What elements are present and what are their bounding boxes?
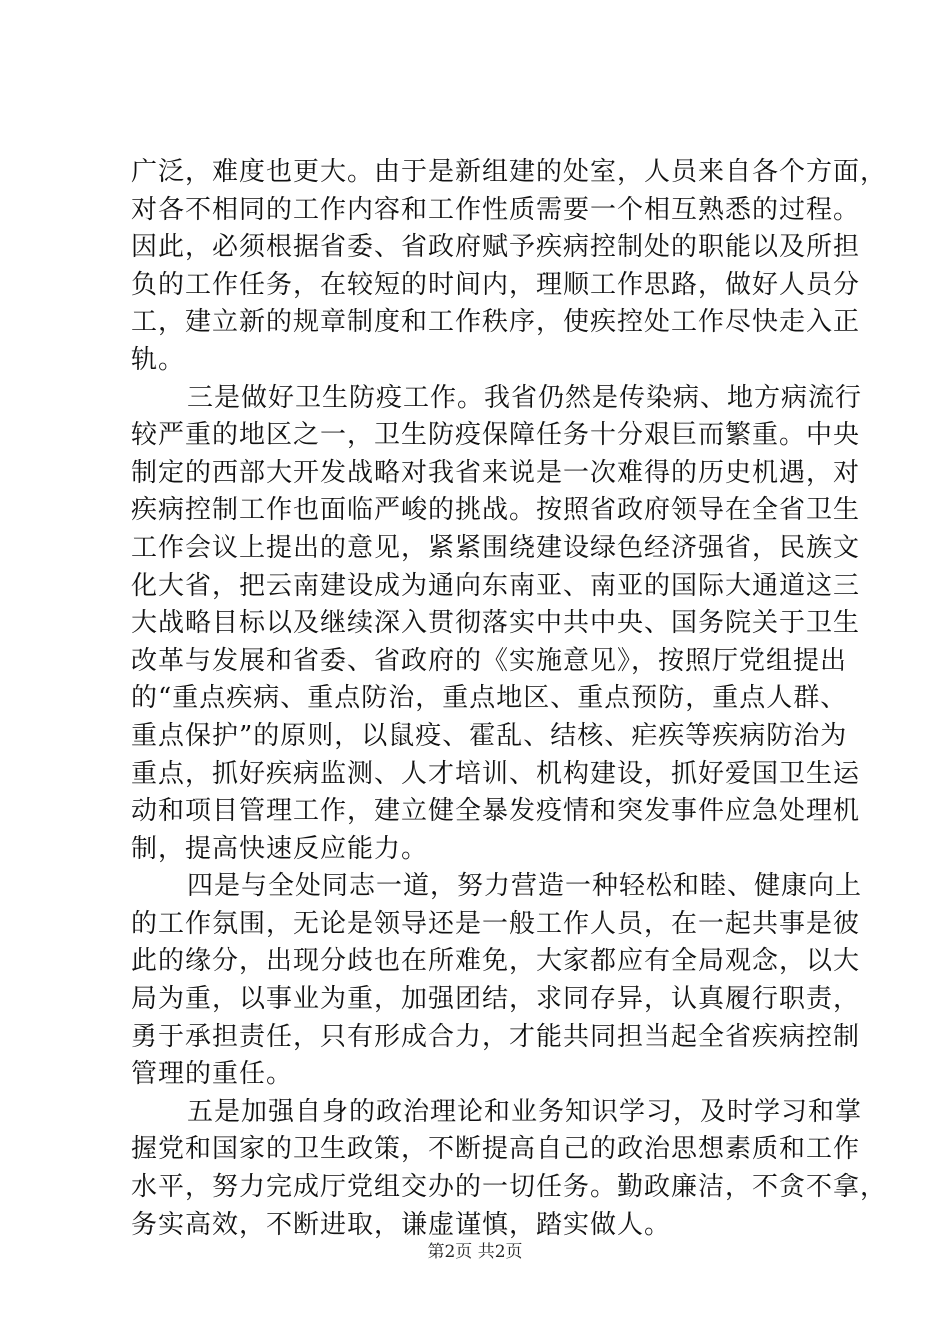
text-line: 工，建立新的规章制度和工作秩序，使疾控处工作尽快走入正 — [131, 307, 861, 338]
text-line: 三是做好卫生防疫工作。我省仍然是传染病、地方病流行 — [187, 382, 863, 413]
text-line: 改革与发展和省委、省政府的《实施意见》，按照厅党组提出 — [131, 645, 848, 676]
text-line: 因此，必须根据省委、省政府赋予疾病控制处的职能以及所担 — [131, 232, 861, 263]
page-number-footer: 第2页 共2页 — [427, 1242, 523, 1262]
text-line: 握党和国家的卫生政策，不断提高自己的政治思想素质和工作 — [131, 1134, 861, 1165]
text-line: 勇于承担责任，只有形成合力，才能共同担当起全省疾病控制 — [131, 1021, 861, 1052]
text-line: 此的缘分，出现分歧也在所难免，大家都应有全局观念，以大 — [131, 946, 861, 977]
text-line: 局为重，以事业为重，加强团结，求同存异，认真履行职责， — [131, 984, 861, 1015]
text-line: 管理的重任。 — [131, 1059, 294, 1090]
text-line: 对各不相同的工作内容和工作性质需要一个相互熟悉的过程。 — [131, 194, 861, 225]
paragraph-3 — [131, 868, 863, 1094]
text-line: 较严重的地区之一，卫生防疫保障任务十分艰巨而繁重。中央 — [131, 420, 861, 451]
paragraph-1 — [131, 154, 888, 380]
text-line: 疾病控制工作也面临严峻的挑战。按照省政府领导在全省卫生 — [131, 495, 861, 526]
text-line: 重点，抓好疾病监测、人才培训、机构建设，抓好爱国卫生运 — [131, 758, 861, 789]
text-line: 负的工作任务，在较短的时间内，理顺工作思路，做好人员分 — [131, 269, 861, 300]
text-line: 化大省，把云南建设成为通向东南亚、南亚的国际大通道这三 — [131, 570, 861, 601]
text-line: 的“重点疾病、重点防治，重点地区、重点预防，重点人群、 — [131, 683, 848, 714]
paragraph-4 — [131, 1094, 888, 1244]
text-line: 四是与全处同志一道，努力营造一种轻松和睦、健康向上 — [187, 871, 863, 902]
text-line: 工作会议上提出的意见，紧紧围绕建设绿色经济强省，民族文 — [131, 532, 861, 563]
paragraph-2 — [131, 380, 863, 869]
text-line: 广泛，难度也更大。由于是新组建的处室，人员来自各个方面， — [131, 157, 888, 187]
text-line: 的工作氛围，无论是领导还是一般工作人员，在一起共事是彼 — [131, 908, 861, 939]
text-line: 制，提高快速反应能力。 — [131, 833, 429, 864]
text-line: 大战略目标以及继续深入贯彻落实中共中央、国务院关于卫生 — [131, 608, 861, 639]
text-line: 重点保护”的原则，以鼠疫、霍乱、结核、疟疾等疾病防治为 — [131, 720, 848, 751]
text-line: 动和项目管理工作，建立健全暴发疫情和突发事件应急处理机 — [131, 796, 861, 827]
text-line: 水平，努力完成厅党组交办的一切任务。勤政廉洁，不贪不拿， — [131, 1172, 888, 1203]
document-body — [131, 154, 888, 1244]
text-line: 轨。 — [131, 344, 186, 375]
text-line: 制定的西部大开发战略对我省来说是一次难得的历史机遇，对 — [131, 457, 861, 488]
text-line: 五是加强自身的政治理论和业务知识学习，及时学习和掌 — [187, 1096, 863, 1127]
text-line: 务实高效，不断进取，谦虚谨慎，踏实做人。 — [131, 1209, 672, 1240]
